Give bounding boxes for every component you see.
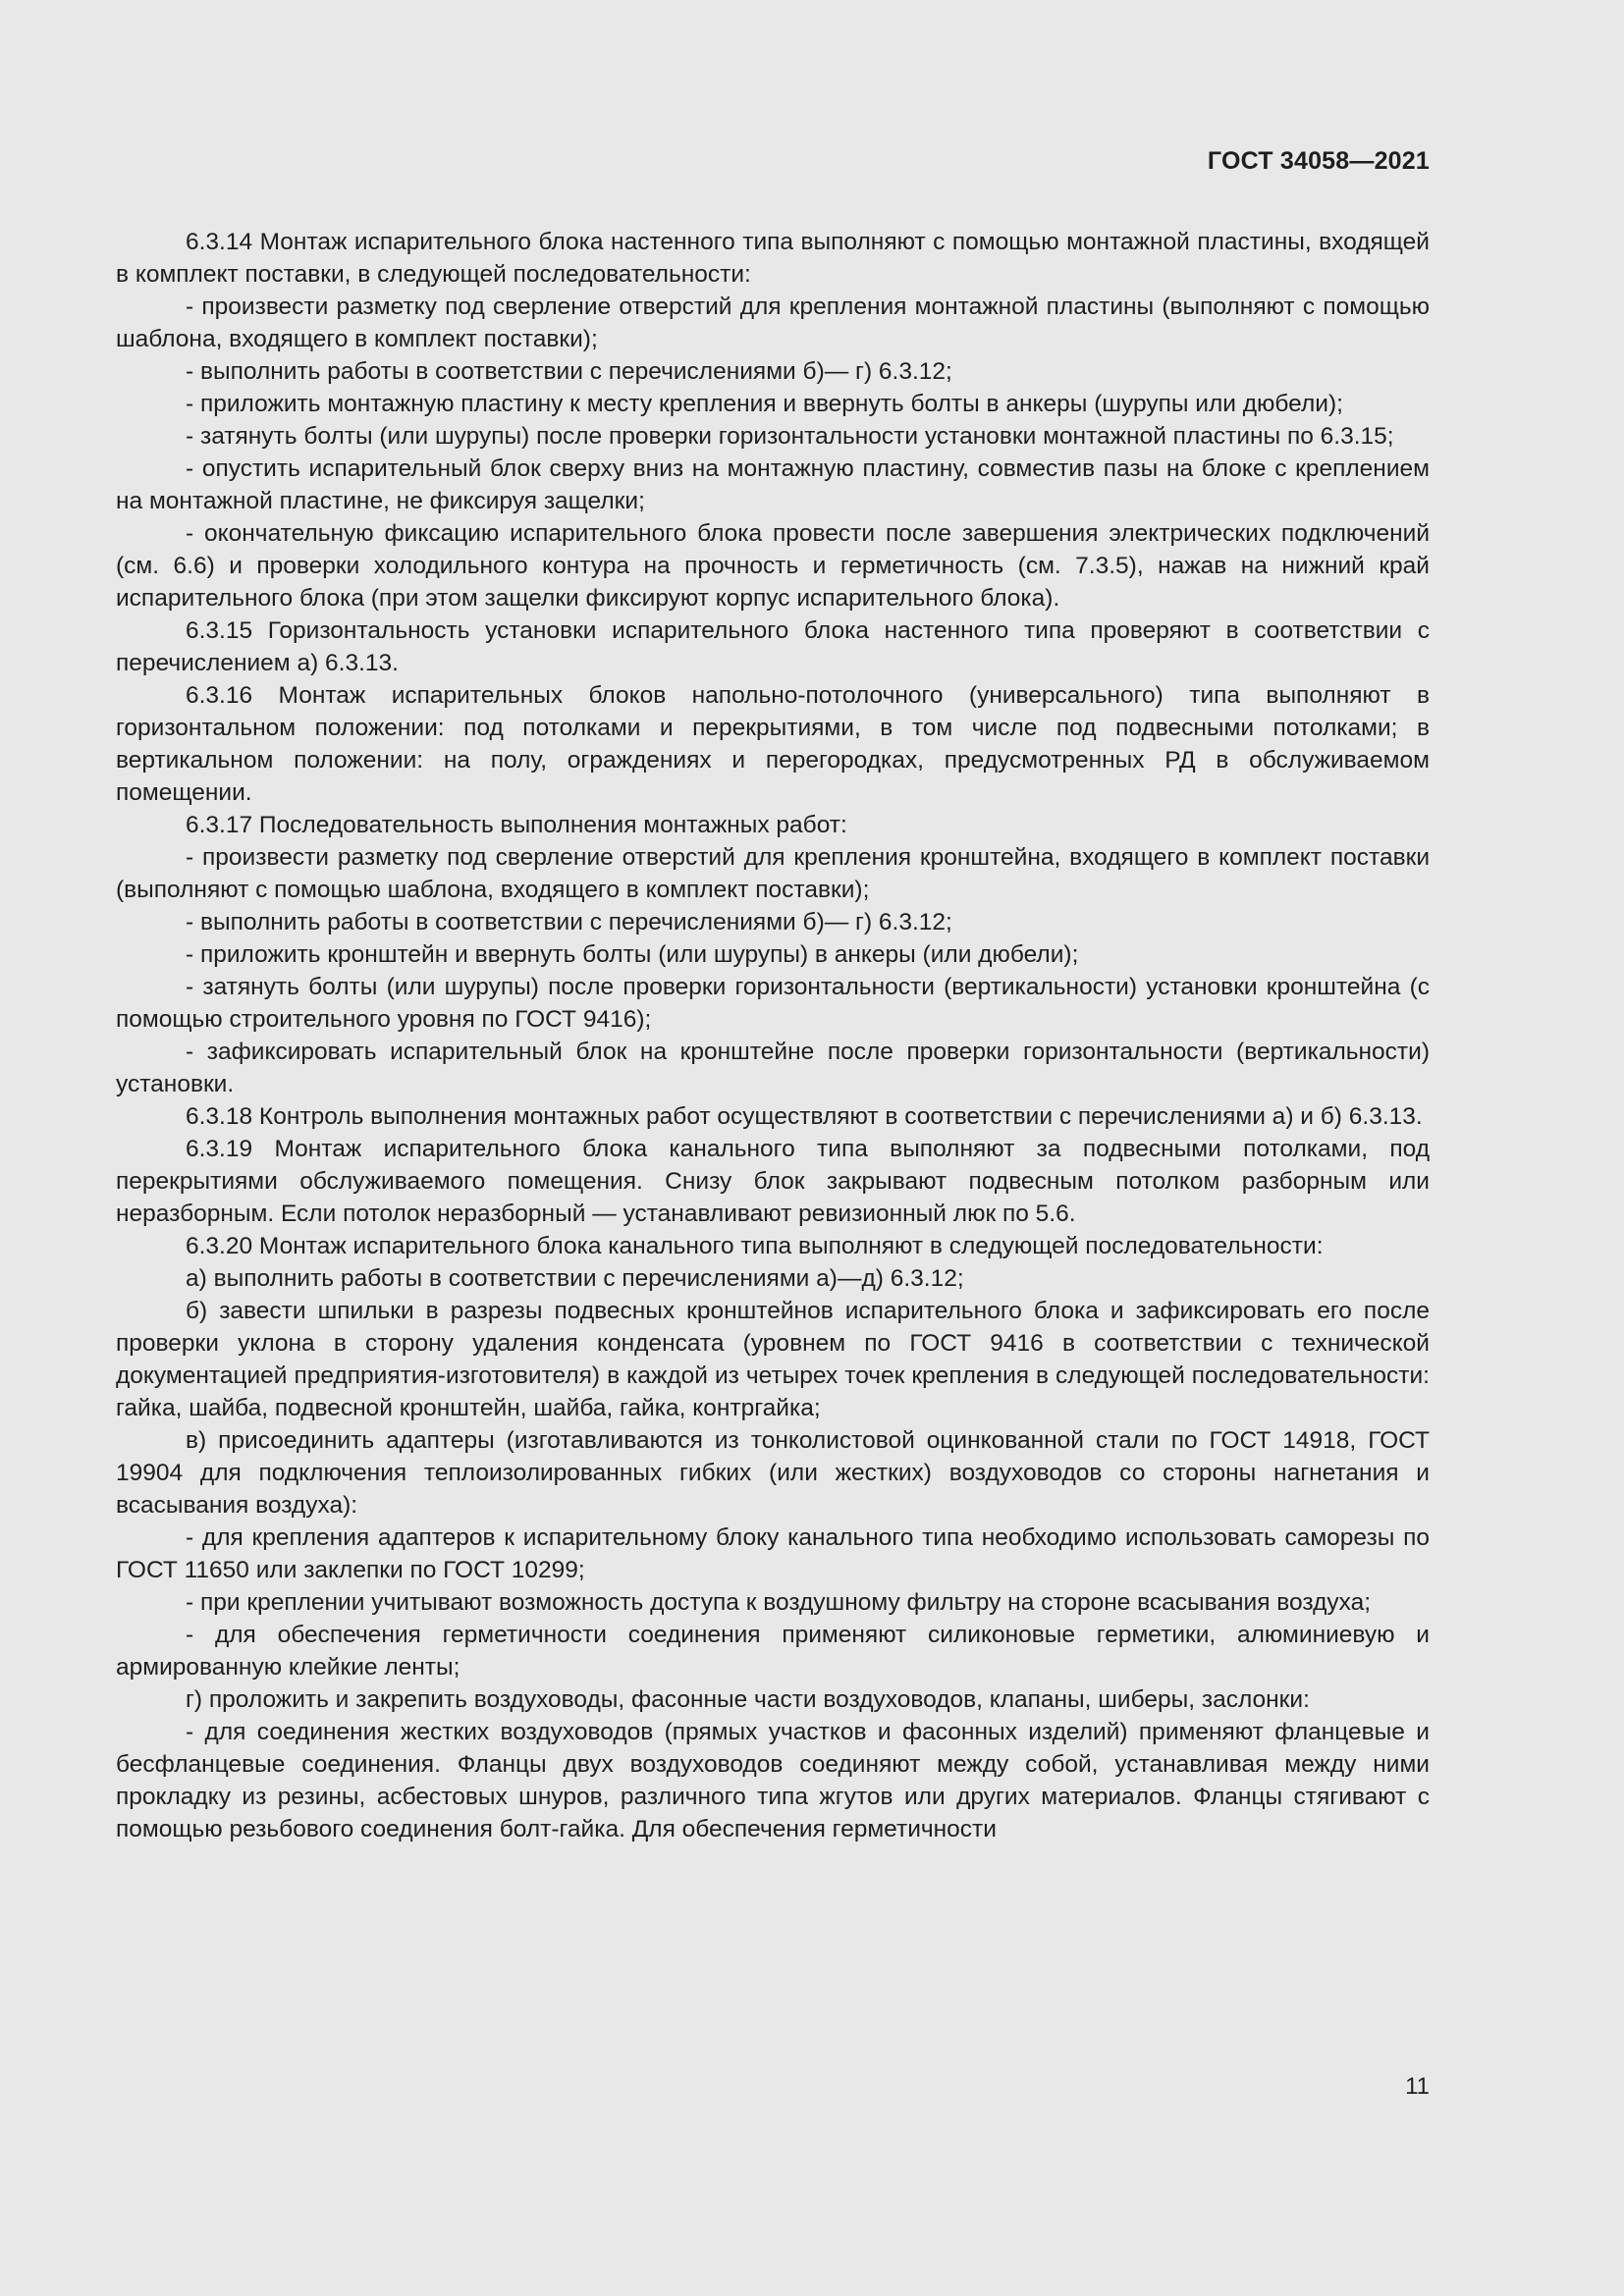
paragraph: 6.3.18 Контроль выполнения монтажных работ осуществляют в соответствии с перечислениями а) и б) 6.3.13. [186, 1103, 1423, 1130]
paragraph: а) выполнить работы в соответствии с перечислениями а)—д) 6.3.12; [186, 1265, 964, 1292]
paragraph: - выполнить работы в соответствии с перечислениями б)— г) 6.3.12; [186, 358, 952, 385]
paragraph: 6.3.16 Монтаж испарительных блоков напольно-потолочного (универсального) типа выполняют в горизонтальном положении: под потолками и перекрытиями, в том числе под подвесными потолками; в вертикальном положении: на полу, ограждениях и перегородках, предусмотренных РД в обслуживаемом помещении. [116, 682, 1430, 806]
paragraph: - для соединения жестких воздуховодов (прямых участков и фасонных изделий) применяют фланцевые и бесфланцевые соединения. Фланцы двух воздуховодов соединяют между собой, устанавливая между ними прокладку из резины, асбестовых шнуров, различного типа жгутов или других материалов. Фланцы стягивают с помощью резьбового соединения болт-гайка. Для обеспечения герметичности [116, 1719, 1430, 1842]
paragraph: 6.3.15 Горизонтальность установки испарительного блока настенного типа проверяют в соответствии с перечислением а) 6.3.13. [116, 617, 1430, 676]
paragraph: г) проложить и закрепить воздуховоды, фасонные части воздуховодов, клапаны, шиберы, заслонки: [186, 1686, 1310, 1713]
paragraph: - опустить испарительный блок сверху вниз на монтажную пластину, совместив пазы на блоке с креплением на монтажной пластине, не фиксируя защелки; [116, 455, 1430, 514]
paragraph: - для крепления адаптеров к испарительному блоку канального типа необходимо использовать саморезы по ГОСТ 11650 или заклепки по ГОСТ 10299; [116, 1524, 1430, 1583]
paragraph: - произвести разметку под сверление отверстий для крепления монтажной пластины (выполняют с помощью шаблона, входящего в комплект поставки); [116, 294, 1430, 352]
paragraph: - для обеспечения герметичности соединения применяют силиконовые герметики, алюминиевую и армированную клейкие ленты; [116, 1622, 1430, 1681]
paragraph: в) присоединить адаптеры (изготавливаются из тонколистовой оцинкованной стали по ГОСТ 14918, ГОСТ 19904 для подключения теплоизолированных гибких (или жестких) воздуховодов со стороны нагнетания и всасывания воздуха): [116, 1427, 1430, 1519]
paragraph: - выполнить работы в соответствии с перечислениями б)— г) 6.3.12; [186, 909, 952, 935]
paragraph: 6.3.19 Монтаж испарительного блока канального типа выполняют за подвесными потолками, под перекрытиями обслуживаемого помещения. Снизу блок закрывают подвесным потолком разборным или неразборным. Если потолок неразборный — устанавливают ревизионный люк по 5.6. [116, 1136, 1430, 1227]
paragraph: 6.3.20 Монтаж испарительного блока канального типа выполняют в следующей последовательности: [186, 1233, 1324, 1259]
paragraph: 6.3.14 Монтаж испарительного блока настенного типа выполняют с помощью монтажной пластины, входящей в комплект поставки, в следующей последовательности: [116, 229, 1430, 288]
paragraph: - произвести разметку под сверление отверстий для крепления кронштейна, входящего в комплект поставки (выполняют с помощью шаблона, входящего в комплект поставки); [116, 844, 1430, 903]
paragraph: - приложить кронштейн и ввернуть болты (или шурупы) в анкеры (или дюбели); [186, 941, 1079, 968]
paragraph: - при креплении учитывают возможность доступа к воздушному фильтру на стороне всасывания воздуха; [186, 1589, 1372, 1616]
page-number: 11 [1405, 2073, 1430, 2100]
paragraph: 6.3.17 Последовательность выполнения монтажных работ: [186, 812, 847, 838]
paragraph: - затянуть болты (или шурупы) после проверки горизонтальности (вертикальности) установки кронштейна (с помощью строительного уровня по ГОСТ 9416); [116, 974, 1430, 1033]
paragraph: - приложить монтажную пластину к месту крепления и ввернуть болты в анкеры (шурупы или дюбели); [186, 391, 1343, 417]
document-code-header: ГОСТ 34058—2021 [1207, 147, 1430, 175]
paragraph: б) завести шпильки в разрезы подвесных кронштейнов испарительного блока и зафиксировать его после проверки уклона в сторону удаления конденсата (уровнем по ГОСТ 9416 в соответствии с технической документацией предприятия-изготовителя) в каждой из четырех точек крепления в следующей последовательности: гайка, шайба, подвесной кронштейн, шайба, гайка, контргайка; [116, 1298, 1430, 1421]
document-body [116, 226, 1430, 1845]
paragraph: - зафиксировать испарительный блок на кронштейне после проверки горизонтальности (вертикальности) установки. [116, 1039, 1430, 1097]
paragraph: - окончательную фиксацию испарительного блока провести после завершения электрических подключений (см. 6.6) и проверки холодильного контура на прочность и герметичность (см. 7.3.5), нажав на нижний край испарительного блока (при этом защелки фиксируют корпус испарительного блока). [116, 520, 1430, 612]
paragraph: - затянуть болты (или шурупы) после проверки горизонтальности установки монтажной пластины по 6.3.15; [186, 423, 1394, 450]
